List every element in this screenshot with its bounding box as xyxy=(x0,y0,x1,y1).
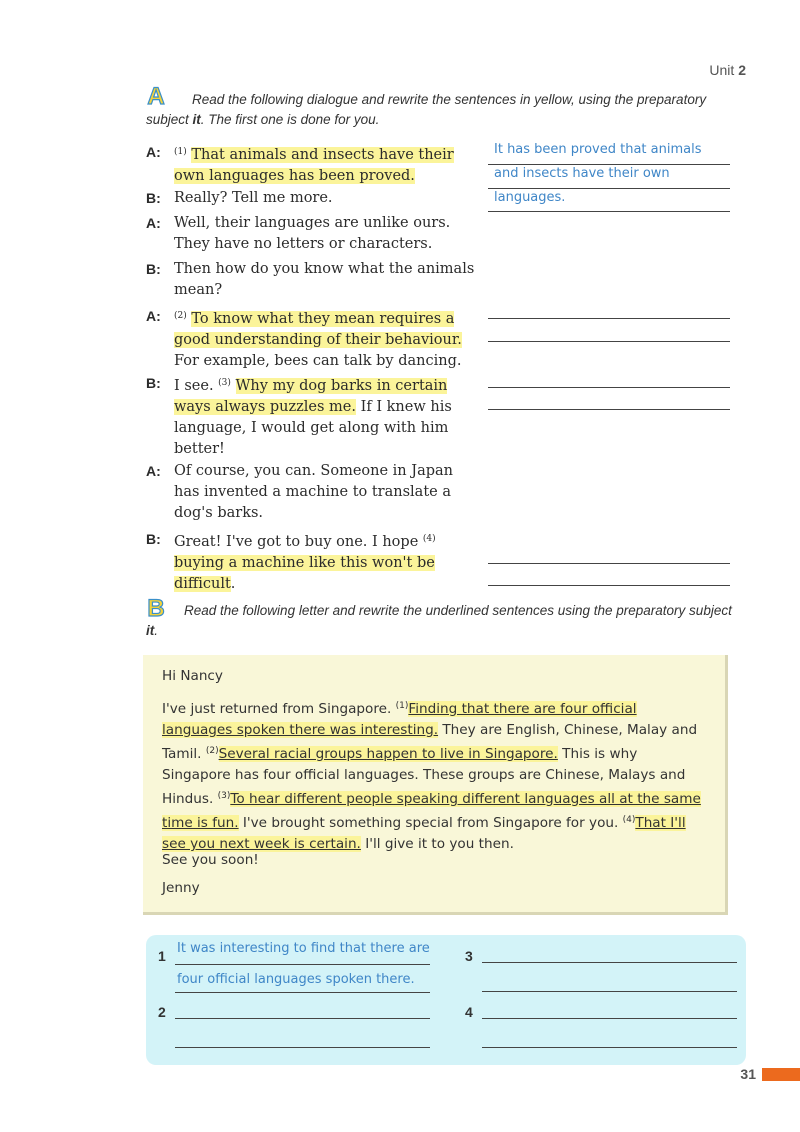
answer-line[interactable] xyxy=(488,318,730,319)
letter-text: I've just returned from Singapore. xyxy=(162,701,396,717)
sentence-number: (2) xyxy=(205,746,219,756)
answer-1-line-2: four official languages spoken there. xyxy=(177,972,415,987)
speaker: B: xyxy=(146,375,161,391)
answer-line[interactable] xyxy=(482,1047,737,1048)
letter-closing: See you soon! xyxy=(162,852,259,868)
sentence-number: (4) xyxy=(622,815,636,825)
section-a-instruction: Read the following dialogue and rewrite the sentences in yellow, using the preparatory subject it. The first one is done for you. xyxy=(146,92,707,127)
answer-line[interactable] xyxy=(488,341,730,342)
underlined-sentence: Finding that there are four official languages spoken there was interesting. xyxy=(162,701,637,738)
speaker: A: xyxy=(146,144,161,160)
section-b-instruction: Read the following letter and rewrite the underlined sentences using the preparatory subject it. xyxy=(146,603,732,638)
underlined-sentence: Several racial groups happen to live in Singapore. xyxy=(218,746,558,762)
answer-line xyxy=(175,964,430,965)
answer-line xyxy=(488,164,730,165)
answer-line[interactable] xyxy=(488,409,730,410)
answer-number: 3 xyxy=(465,948,473,964)
sentence-number: (3) xyxy=(217,791,231,801)
unit-label: Unit 2 xyxy=(709,62,746,78)
speaker: A: xyxy=(146,308,161,324)
speaker: A: xyxy=(146,215,161,231)
letter-text: I'll give it to you then. xyxy=(360,836,514,852)
speaker: B: xyxy=(146,190,161,206)
answer-line[interactable] xyxy=(488,387,730,388)
answer-line[interactable] xyxy=(488,563,730,564)
sentence-number: (1) xyxy=(395,701,409,711)
underlined-sentence: To hear different people speaking different languages all at the same time is fun. xyxy=(162,791,701,831)
answer-line[interactable] xyxy=(482,962,737,963)
letter-text: I've brought something special from Singapore for you. xyxy=(238,815,623,831)
speaker: B: xyxy=(146,531,161,547)
answer-line xyxy=(175,992,430,993)
letter-text: This is why Singapore has four official languages. These groups are Chinese, Malays and Hindus. xyxy=(162,746,686,807)
answer-line[interactable] xyxy=(175,1018,430,1019)
letter-text: They are English, Chinese, Malay and Tamil. xyxy=(162,722,698,762)
answer-line xyxy=(488,188,730,189)
answer-line xyxy=(488,211,730,212)
letter-signature: Jenny xyxy=(162,880,200,896)
speaker: A: xyxy=(146,463,161,479)
letter-greeting: Hi Nancy xyxy=(162,668,223,684)
answer-line[interactable] xyxy=(482,991,737,992)
answer-line[interactable] xyxy=(488,585,730,586)
answer-example-line: languages. xyxy=(494,190,566,205)
answer-line[interactable] xyxy=(175,1047,430,1048)
answer-number: 2 xyxy=(158,1004,166,1020)
letter-body xyxy=(162,696,707,855)
underlined-sentence: That I'll see you next week is certain. xyxy=(162,815,686,852)
speaker: B: xyxy=(146,261,161,277)
section-b-badge: B xyxy=(147,595,165,622)
answer-number: 4 xyxy=(465,1004,473,1020)
section-a-badge: A xyxy=(147,83,165,110)
answer-1-line-1: It was interesting to find that there are xyxy=(177,941,430,956)
answer-line[interactable] xyxy=(482,1018,737,1019)
page-tab-marker xyxy=(762,1068,800,1081)
answer-number: 1 xyxy=(158,948,166,964)
answer-example-line: It has been proved that animals xyxy=(494,142,702,157)
page-number: 31 xyxy=(740,1066,756,1082)
answer-example-line: and insects have their own xyxy=(494,166,670,181)
